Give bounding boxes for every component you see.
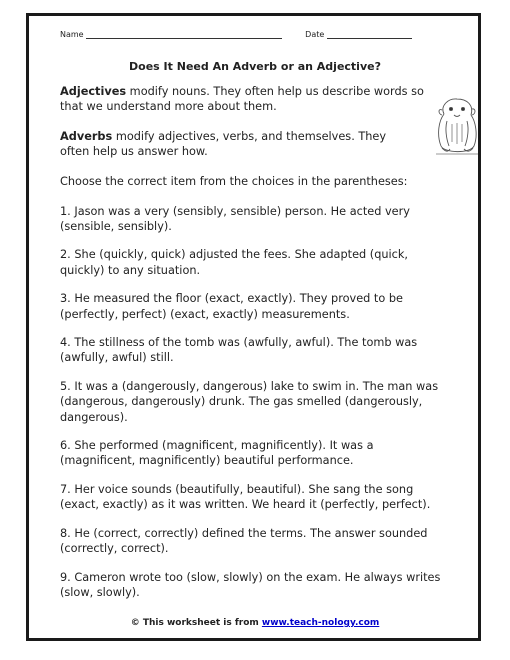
instruction: Choose the correct item from the choices in the parentheses: [60,174,408,188]
question-7: 7. Her voice sounds (beautifully, beautiful). She sang the song (exact, exactly) as it was written. We heard it (perfectly, perfect). [60,483,431,512]
adverbs-text: modify adjectives, verbs, and themselves. They often help us answer how. [60,129,387,159]
name-line [86,30,282,39]
worksheet-header [60,30,412,39]
question-1: 1. Jason was a very (sensibly, sensible) person. He acted very (sensible, sensibly). [60,204,410,233]
worksheet-title: Does It Need An Adverb or an Adjective? [129,60,381,73]
question-4: 4. The stillness of the tomb was (awfully, awful). The tomb was (awfully, awful) still. [60,336,418,365]
date-label: Date [305,30,325,39]
question-8: 8. He (correct, correctly) defined the terms. The answer sounded (correctly, correct). [60,527,428,556]
question-6: 6. She performed (magnificent, magnificently). It was a (magnificent, magnificently) beautiful performance. [60,439,374,468]
question-9: 9. Cameron wrote too (slow, slowly) on the exam. He always writes (slow, slowly). [60,570,441,600]
question-3: 3. He measured the floor (exact, exactly). They proved to be (perfectly, perfect) (exact, exactly) measurements. [60,292,403,321]
name-label: Name [60,30,84,39]
worksheet-content [60,84,450,614]
question-2: 2. She (quickly, quick) adjusted the fees. She adapted (quick, quickly) to any situation. [60,248,409,277]
adjectives-definition [60,84,450,114]
adjectives-text: modify nouns. They often help us describe words so that we understand more about them. [60,85,424,114]
worksheet-footer [0,618,510,628]
footer-prefix: © This worksheet is from [130,618,262,628]
adverbs-definition [60,129,410,159]
adjectives-term: Adjectives [60,85,127,98]
adverbs-term: Adverbs [60,129,113,143]
question-5: 5. It was a (dangerously, dangerous) lake to swim in. The man was (dangerous, dangerously) drunk. The gas smelled (dangerously, dangerous). [60,380,439,424]
date-line [327,30,412,39]
footer-link[interactable]: www.teach-nology.com [261,618,380,628]
